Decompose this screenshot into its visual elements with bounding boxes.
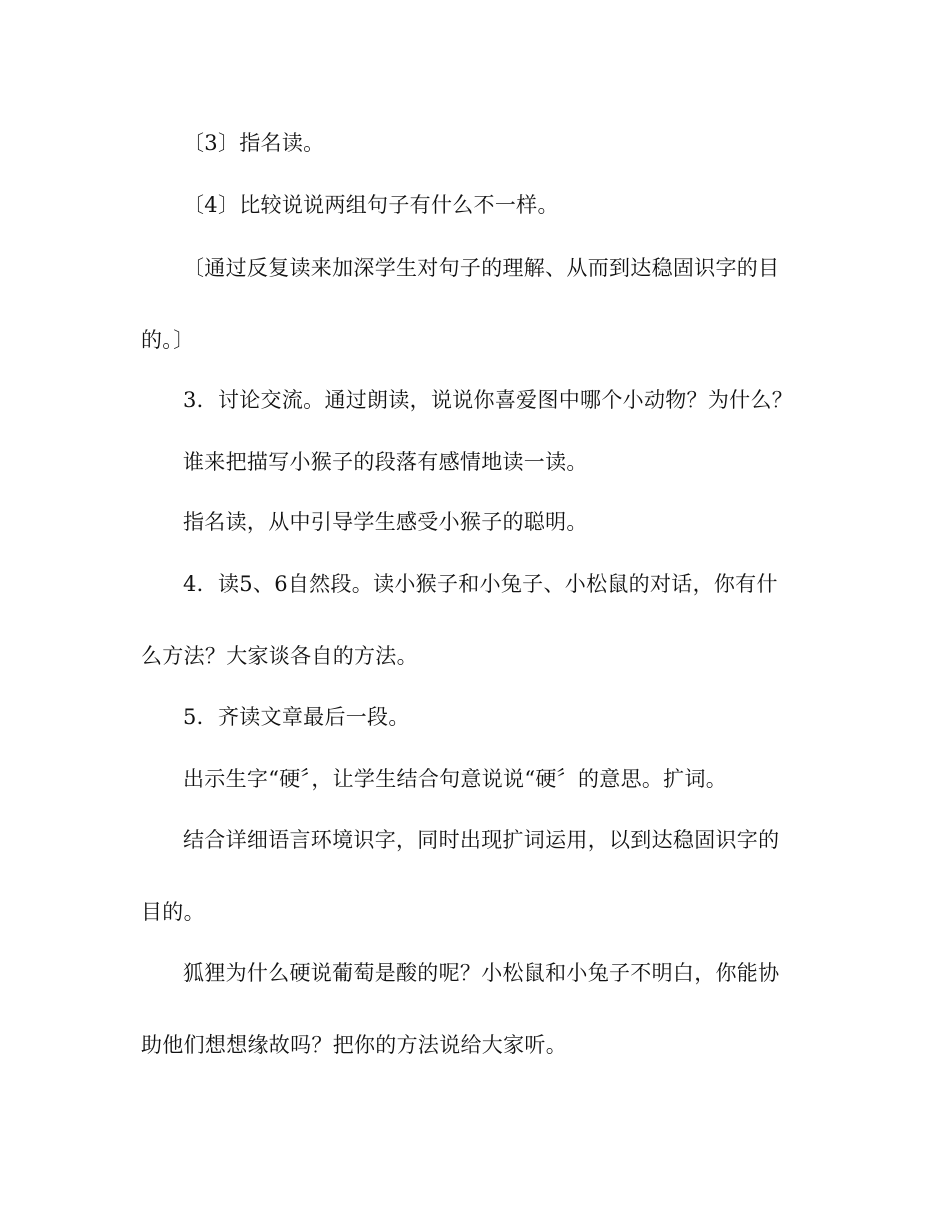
text-line-item-3: 〔3〕指名读。 [183, 131, 325, 155]
text-line-guide: 指名读，从中引导学生感受小猴子的聪明。 [183, 510, 588, 534]
text-line-step-3: 3．讨论交流。通过朗读，说说你喜爱图中哪个小动物？为什么？ [183, 388, 794, 412]
text-line-note-cont: 的。〕 [141, 328, 195, 352]
text-line-step-4: 4．读5、6自然段。读小猴子和小兔子、小松鼠的对话，你有什 [183, 572, 778, 596]
text-line-fox-question-cont: 助他们想想缘故吗？把你的方法说给大家听。 [141, 1033, 567, 1057]
text-line-context-cont: 目的。 [141, 900, 205, 924]
text-line-step-4-cont: 么方法？大家谈各自的方法。 [141, 644, 418, 668]
text-line-context: 结合详细语言环境识字，同时出现扩词运用，以到达稳固识字的 [183, 828, 780, 852]
text-line-fox-question: 狐狸为什么硬说葡萄是酸的呢？小松鼠和小兔子不明白，你能协 [183, 961, 780, 985]
text-line-step-5: 5．齐读文章最后一段。 [183, 705, 410, 729]
text-line-read-monkey: 谁来把描写小猴子的段落有感情地读一读。 [183, 450, 588, 474]
text-line-new-character: 出示生字“硬〞，让学生结合句意说说“硬〞的意思。扩词。 [183, 767, 728, 791]
text-line-item-4: 〔4〕比较说说两组句子有什么不一样。 [183, 193, 559, 217]
text-line-note: 〔通过反复读来加深学生对句子的理解、从而到达稳固识字的目 [183, 256, 780, 280]
